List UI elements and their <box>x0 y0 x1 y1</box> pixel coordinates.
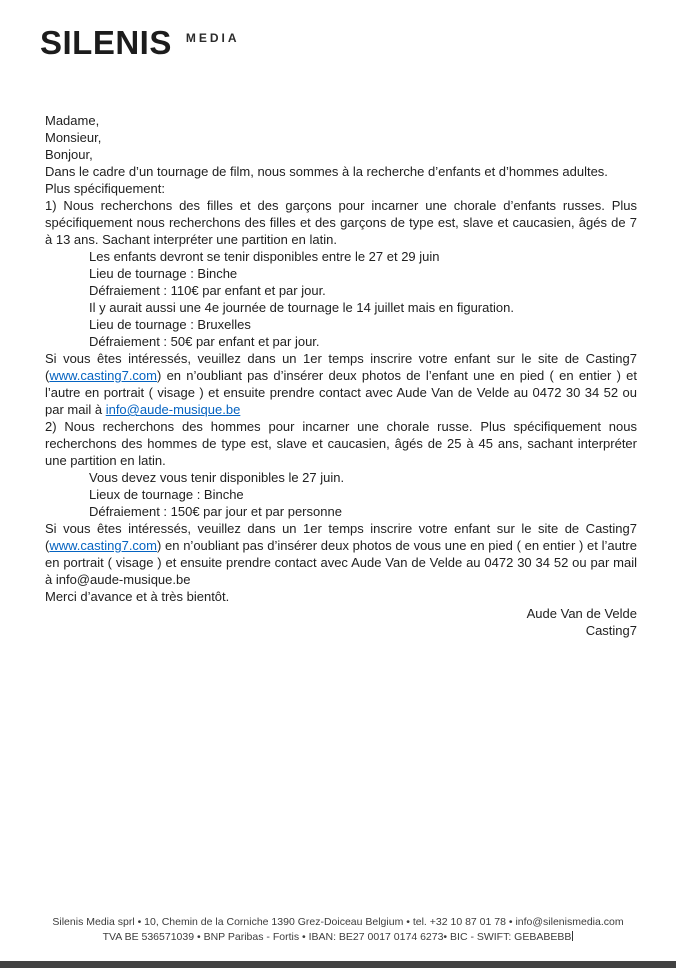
bottom-bar <box>0 961 676 968</box>
silenis-media-logo <box>40 26 240 59</box>
children-shoot-details-block <box>45 248 637 299</box>
men-casting-paragraph: 2) Nous recherchons des hommes pour incarner une chorale russe. Plus spécifiquement nous recherchons des hommes de type est, slave et caucasien, âgés de 25 à 45 ans, sachant interpréter une partition en latin. <box>45 419 637 468</box>
closing-line: Merci d’avance et à très bientôt. <box>45 589 230 604</box>
logo-suffix-text: MEDIA <box>185 31 240 45</box>
signature-block <box>45 605 637 639</box>
signature-name: Aude Van de Velde <box>526 606 637 621</box>
signature-role: Casting7 <box>585 623 637 638</box>
salutation <box>45 112 637 146</box>
men-location-line: Lieux de tournage : Binche <box>89 487 244 502</box>
contact-email-link[interactable]: info@aude-musique.be <box>105 402 241 417</box>
men-cta-paragraph <box>45 520 637 588</box>
extra-day-location-line: Lieu de tournage : Bruxelles <box>89 317 251 332</box>
company-footer <box>0 915 676 945</box>
men-fee-line: Défraiement : 150€ par jour et par personne <box>89 504 342 519</box>
children-cta-text-mid: ) en n’oubliant pas d’insérer deux photos de l’enfant une en pied ( en entier ) et l’autre en portrait ( visage ) et ensuite prendre contact avec Aude Van de Velde au 0472 30 34 52 ou par mail à <box>45 368 637 417</box>
salutation-line-monsieur: Monsieur, <box>45 130 102 145</box>
children-extra-day-block <box>45 299 637 350</box>
intro-paragraph <box>45 163 637 197</box>
footer-line-2-text: TVA BE 536571039 • BNP Paribas - Fortis • IBAN: BE27 0017 0174 6273• BIC - SWIFT: GEBABEBB <box>102 931 572 943</box>
intro-line-2: Plus spécifiquement: <box>45 181 165 196</box>
casting7-website-link-2[interactable]: www.casting7.com <box>49 538 157 553</box>
children-casting-paragraph: 1) Nous recherchons des filles et des garçons pour incarner une chorale d’enfants russes. Plus spécifiquement nous recherchons des filles et des garçons de type est, slave et caucasien, âgés de 7 à 13 ans. Sachant interpréter une partition en latin. <box>45 198 637 247</box>
children-availability-line: Les enfants devront se tenir disponibles entre le 27 et 29 juin <box>89 249 440 264</box>
salutation-line-madame: Madame, <box>45 113 100 128</box>
footer-line-1: Silenis Media sprl • 10, Chemin de la Corniche 1390 Grez-Doiceau Belgium • tel. +32 10 87 01 78 • info@silenismedia.com <box>52 916 624 928</box>
intro-line-1: Dans le cadre d’un tournage de film, nous sommes à la recherche d’enfants et d’hommes adultes. <box>45 164 608 179</box>
footer-line-2 <box>0 930 676 945</box>
men-shoot-details-block <box>45 469 637 520</box>
extra-day-fee-line: Défraiement : 50€ par enfant et par jour. <box>89 334 320 349</box>
children-location-line: Lieu de tournage : Binche <box>89 266 238 281</box>
greeting-line: Bonjour, <box>45 147 93 162</box>
men-cta-text-post: ) en n’oubliant pas d’insérer deux photos de vous une en pied ( en entier ) et l’autre en portrait ( visage ) et ensuite prendre contact avec Aude Van de Velde au 0472 30 34 52 ou par mail à info@aude-musique.be <box>45 538 637 587</box>
extra-day-line: Il y aurait aussi une 4e journée de tournage le 14 juillet mais en figuration. <box>89 300 514 315</box>
children-cta-paragraph <box>45 350 637 418</box>
logo-brand-text: SILENIS <box>40 24 172 61</box>
children-fee-line: Défraiement : 110€ par enfant et par jour. <box>89 283 326 298</box>
men-availability-line: Vous devez vous tenir disponibles le 27 juin. <box>89 470 345 485</box>
men-cta-text-pre: Si vous êtes intéressés, veuillez dans un 1er temps inscrire votre enfant sur le site de Casting7 ( <box>45 521 637 553</box>
children-cta-text-pre: Si vous êtes intéressés, veuillez dans un 1er temps inscrire votre enfant sur le site de Casting7 ( <box>45 351 637 383</box>
casting7-website-link[interactable]: www.casting7.com <box>49 368 157 383</box>
letter-body <box>45 112 637 639</box>
text-cursor <box>572 931 573 941</box>
